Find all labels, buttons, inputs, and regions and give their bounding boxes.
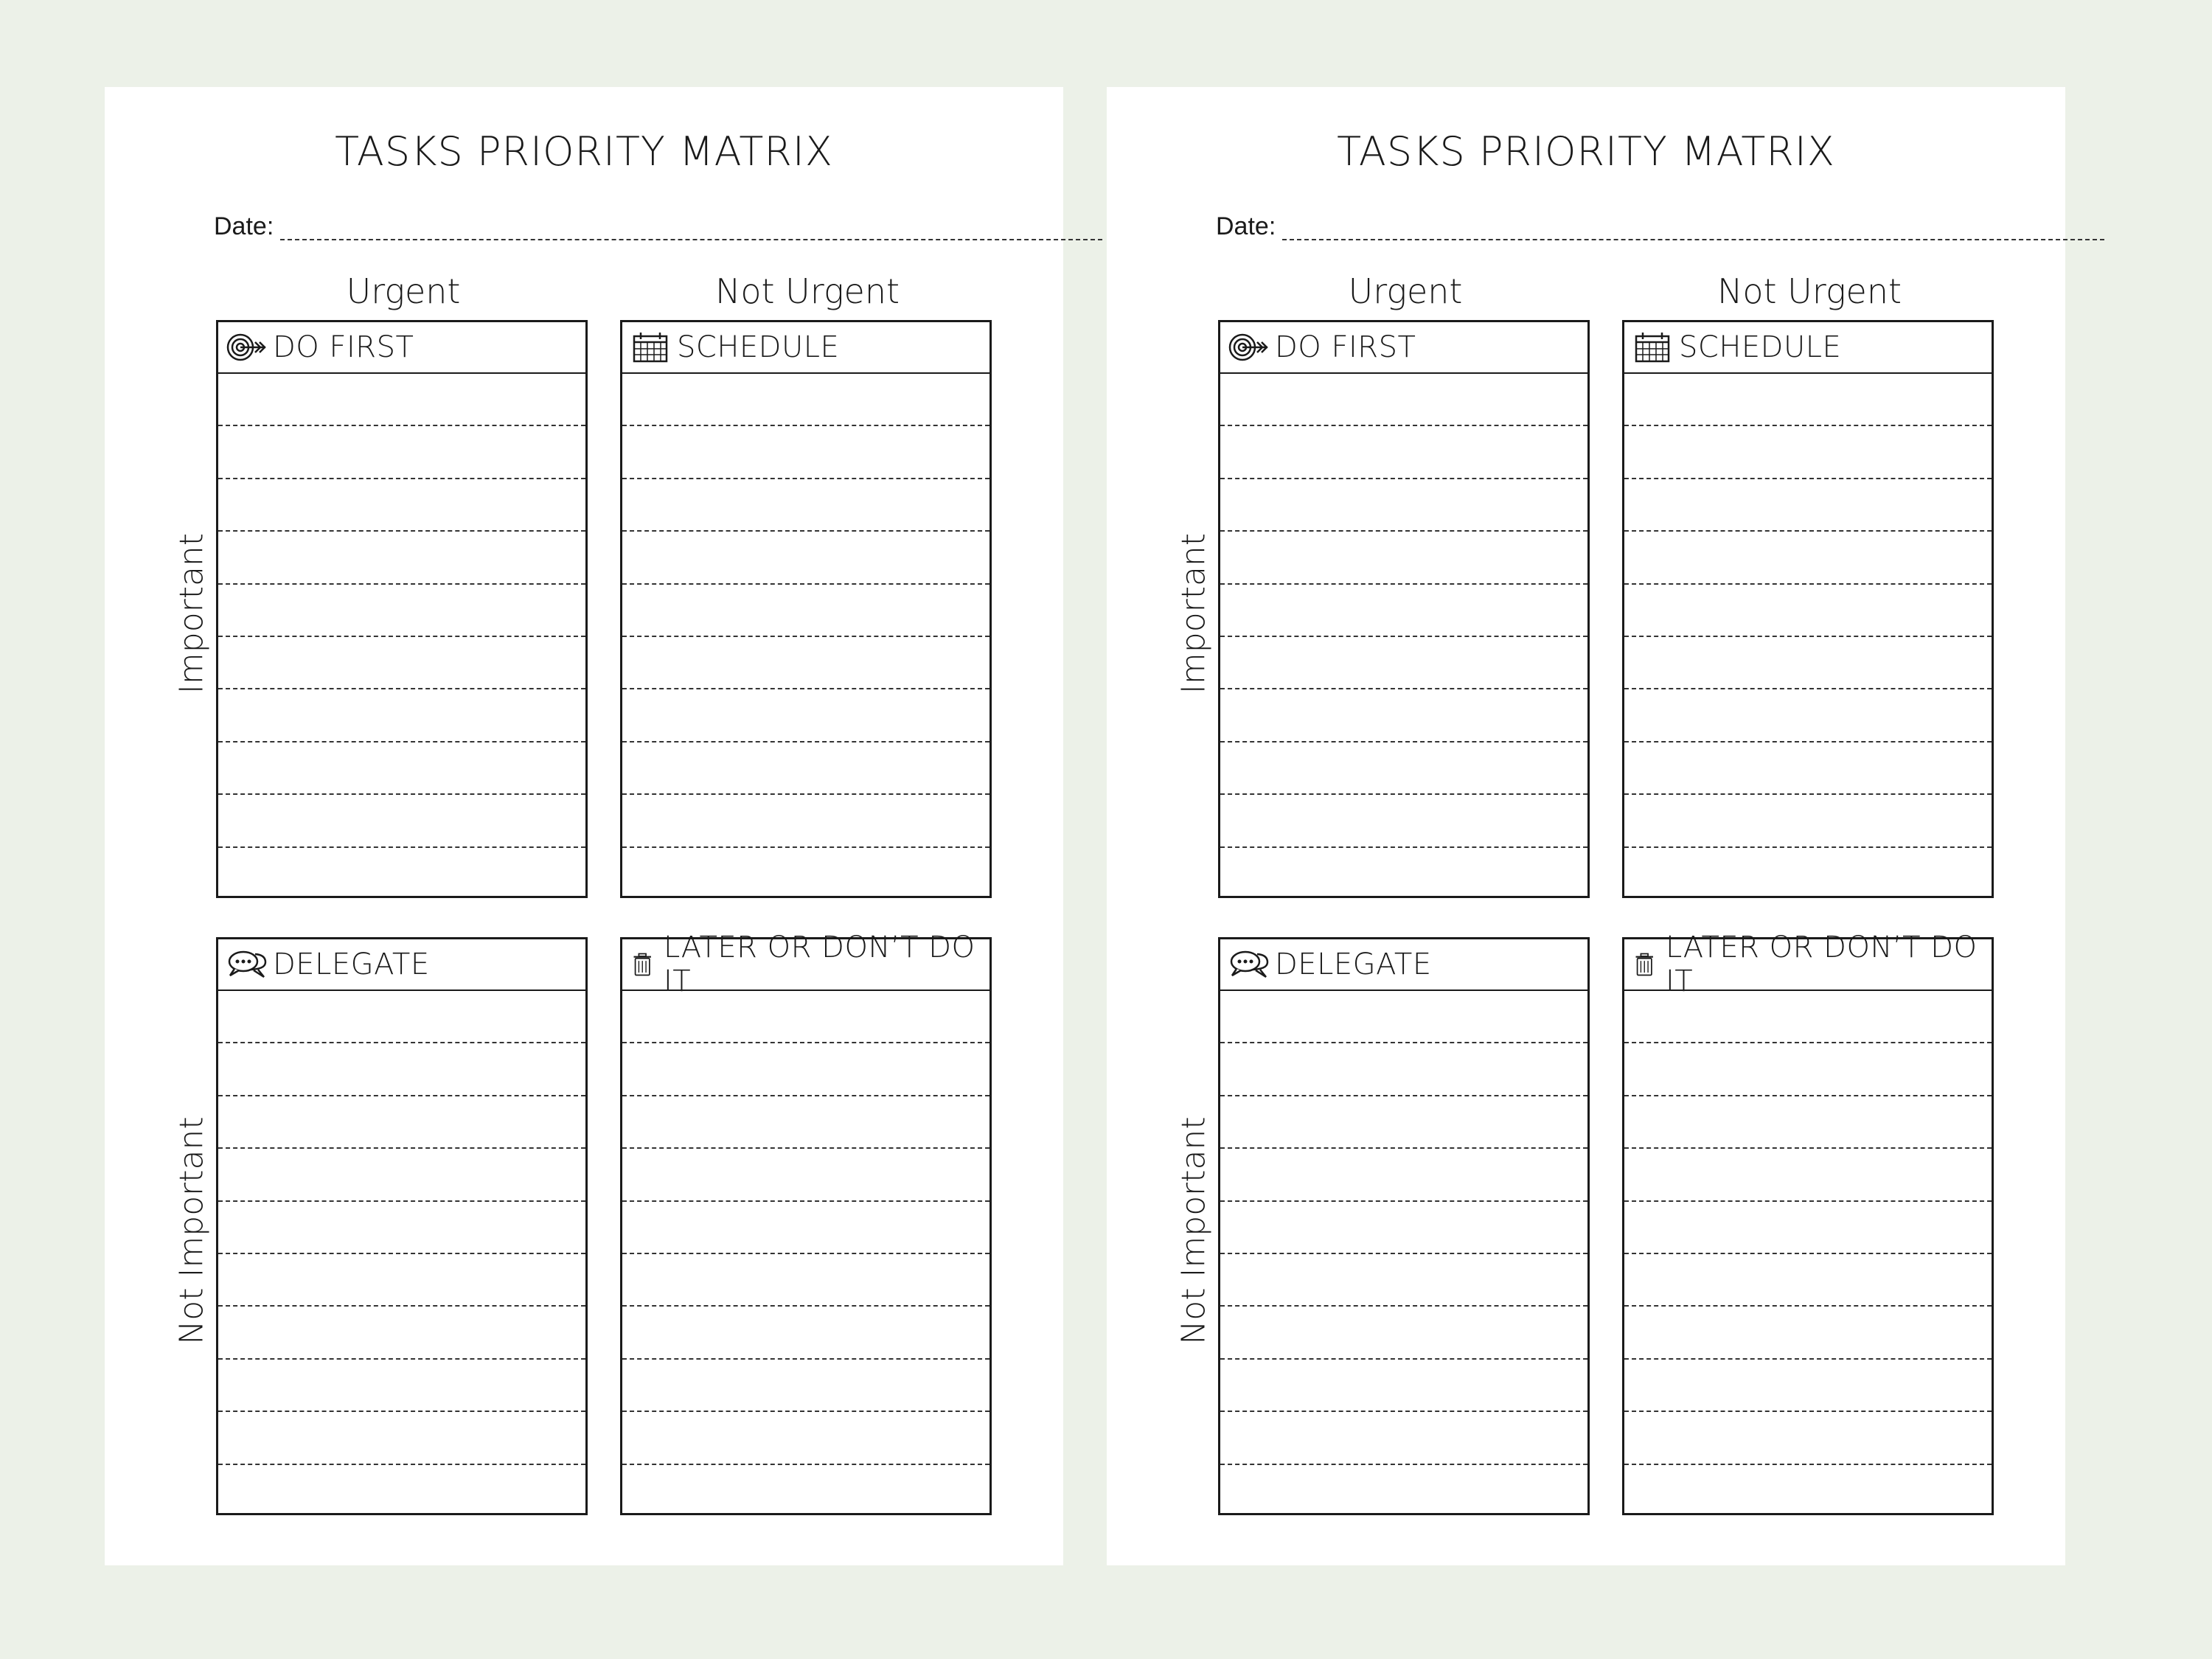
writing-line[interactable] — [622, 689, 990, 742]
writing-line[interactable] — [1220, 1149, 1587, 1201]
writing-line[interactable] — [1624, 848, 1992, 900]
date-field[interactable] — [1282, 239, 2104, 240]
date-label: Date: — [1216, 212, 1276, 240]
writing-line[interactable] — [1220, 1360, 1587, 1412]
writing-lines[interactable] — [218, 991, 585, 1513]
page-title: TASKS PRIORITY MATRIX — [1337, 128, 1835, 175]
quadrant-do-first — [1218, 320, 1590, 898]
writing-line[interactable] — [218, 532, 585, 584]
writing-line[interactable] — [1624, 585, 1992, 637]
writing-line[interactable] — [218, 1412, 585, 1464]
planner-page — [105, 87, 1063, 1565]
writing-line[interactable] — [1220, 532, 1587, 584]
writing-line[interactable] — [218, 637, 585, 689]
writing-line[interactable] — [1624, 426, 1992, 479]
quadrant-later — [620, 931, 992, 1515]
writing-line[interactable] — [1624, 742, 1992, 795]
writing-line[interactable] — [622, 637, 990, 689]
writing-line[interactable] — [622, 742, 990, 795]
writing-line[interactable] — [218, 1254, 585, 1307]
trash-icon — [630, 947, 659, 981]
quadrant-header — [1220, 322, 1587, 374]
writing-line[interactable] — [622, 426, 990, 479]
column-heading-urgent: Urgent — [346, 271, 461, 311]
writing-line[interactable] — [1220, 1254, 1587, 1307]
column-heading-urgent: Urgent — [1348, 271, 1463, 311]
writing-line[interactable] — [1624, 1043, 1992, 1096]
writing-line[interactable] — [1220, 585, 1587, 637]
column-heading-not-urgent: Not Urgent — [1717, 271, 1902, 311]
writing-line[interactable] — [1220, 374, 1587, 426]
quadrant-schedule — [620, 320, 992, 898]
writing-line[interactable] — [1624, 1202, 1992, 1254]
quadrant-label: SCHEDULE — [1679, 330, 1842, 364]
quadrant-header — [218, 939, 585, 991]
writing-lines[interactable] — [1624, 374, 1992, 896]
writing-line[interactable] — [1220, 742, 1587, 795]
planner-page — [1107, 87, 2065, 1565]
writing-line[interactable] — [218, 585, 585, 637]
writing-line[interactable] — [218, 689, 585, 742]
writing-line[interactable] — [218, 479, 585, 532]
writing-line[interactable] — [218, 1096, 585, 1149]
writing-line[interactable] — [218, 374, 585, 426]
quadrant-later — [1622, 931, 1994, 1515]
writing-lines[interactable] — [218, 374, 585, 896]
writing-line[interactable] — [218, 742, 585, 795]
writing-lines[interactable] — [622, 991, 990, 1513]
quadrant-label: DO FIRST — [1275, 330, 1416, 364]
writing-line[interactable] — [1220, 991, 1587, 1043]
quadrant-header — [1624, 322, 1992, 374]
quadrant-header — [1220, 939, 1587, 991]
writing-line[interactable] — [622, 374, 990, 426]
writing-line[interactable] — [622, 479, 990, 532]
quadrant-label: DO FIRST — [273, 330, 414, 364]
target-icon — [226, 330, 268, 364]
date-row — [1216, 212, 2104, 249]
writing-line[interactable] — [1220, 1202, 1587, 1254]
writing-line[interactable] — [622, 1360, 990, 1412]
writing-lines[interactable] — [1624, 991, 1992, 1513]
writing-line[interactable] — [1220, 1412, 1587, 1464]
writing-line[interactable] — [1624, 479, 1992, 532]
writing-line[interactable] — [1220, 637, 1587, 689]
writing-line[interactable] — [1220, 1307, 1587, 1359]
writing-line[interactable] — [622, 848, 990, 900]
quadrant-header — [622, 322, 990, 374]
writing-lines[interactable] — [1220, 374, 1587, 896]
quadrant-label: LATER OR DON’T DO IT — [1666, 931, 1978, 998]
quadrant-delegate — [216, 937, 588, 1515]
writing-lines[interactable] — [1220, 991, 1587, 1513]
writing-line[interactable] — [622, 1202, 990, 1254]
writing-lines[interactable] — [622, 374, 990, 896]
writing-line[interactable] — [622, 1307, 990, 1359]
writing-line[interactable] — [622, 1254, 990, 1307]
writing-line[interactable] — [1220, 1043, 1587, 1096]
quadrant-schedule — [1622, 320, 1994, 898]
writing-line[interactable] — [1624, 637, 1992, 689]
writing-line[interactable] — [1624, 1096, 1992, 1149]
writing-line[interactable] — [1220, 1465, 1587, 1517]
writing-line[interactable] — [218, 1465, 585, 1517]
writing-line[interactable] — [218, 1307, 585, 1359]
writing-line[interactable] — [1220, 848, 1587, 900]
writing-line[interactable] — [218, 1360, 585, 1412]
date-field[interactable] — [280, 239, 1102, 240]
calendar-icon — [1632, 330, 1674, 364]
writing-line[interactable] — [622, 1096, 990, 1149]
writing-line[interactable] — [622, 1149, 990, 1201]
chat-bubbles-icon — [1228, 947, 1270, 981]
writing-line[interactable] — [1624, 1307, 1992, 1359]
writing-line[interactable] — [1624, 1254, 1992, 1307]
writing-line[interactable] — [622, 585, 990, 637]
chat-bubbles-icon — [226, 947, 268, 981]
writing-line[interactable] — [218, 848, 585, 900]
row-heading-not-important: Not Important — [173, 1116, 211, 1345]
writing-line[interactable] — [622, 991, 990, 1043]
writing-line[interactable] — [622, 1465, 990, 1517]
writing-line[interactable] — [1624, 1360, 1992, 1412]
writing-line[interactable] — [218, 1202, 585, 1254]
date-label: Date: — [214, 212, 274, 240]
quadrant-header — [1624, 931, 1992, 998]
writing-line[interactable] — [218, 1043, 585, 1096]
row-heading-not-important: Not Important — [1175, 1116, 1213, 1345]
trash-icon — [1632, 947, 1661, 981]
writing-line[interactable] — [1624, 1149, 1992, 1201]
quadrant-delegate — [1218, 937, 1590, 1515]
writing-line[interactable] — [1220, 795, 1587, 847]
writing-line[interactable] — [1624, 374, 1992, 426]
writing-line[interactable] — [1220, 479, 1587, 532]
writing-line[interactable] — [622, 1043, 990, 1096]
writing-line[interactable] — [1624, 532, 1992, 584]
writing-line[interactable] — [1624, 689, 1992, 742]
column-heading-not-urgent: Not Urgent — [714, 271, 900, 311]
writing-line[interactable] — [622, 532, 990, 584]
writing-line[interactable] — [1220, 1096, 1587, 1149]
quadrant-label: SCHEDULE — [677, 330, 840, 364]
quadrant-header — [218, 322, 585, 374]
writing-line[interactable] — [1220, 689, 1587, 742]
row-heading-important: Important — [173, 532, 211, 695]
quadrant-label: LATER OR DON’T DO IT — [664, 931, 975, 998]
writing-line[interactable] — [1624, 991, 1992, 1043]
writing-line[interactable] — [218, 426, 585, 479]
writing-line[interactable] — [622, 1412, 990, 1464]
quadrant-label: DELEGATE — [1275, 947, 1432, 981]
date-row — [214, 212, 1102, 249]
writing-line[interactable] — [622, 795, 990, 847]
writing-line[interactable] — [1624, 1465, 1992, 1517]
calendar-icon — [630, 330, 672, 364]
page-title: TASKS PRIORITY MATRIX — [335, 128, 833, 175]
quadrant-header — [622, 931, 990, 998]
writing-line[interactable] — [218, 1149, 585, 1201]
quadrant-do-first — [216, 320, 588, 898]
writing-line[interactable] — [218, 991, 585, 1043]
writing-line[interactable] — [1220, 426, 1587, 479]
writing-line[interactable] — [1624, 795, 1992, 847]
writing-line[interactable] — [218, 795, 585, 847]
writing-line[interactable] — [1624, 1412, 1992, 1464]
row-heading-important: Important — [1175, 532, 1213, 695]
quadrant-label: DELEGATE — [273, 947, 430, 981]
target-icon — [1228, 330, 1270, 364]
